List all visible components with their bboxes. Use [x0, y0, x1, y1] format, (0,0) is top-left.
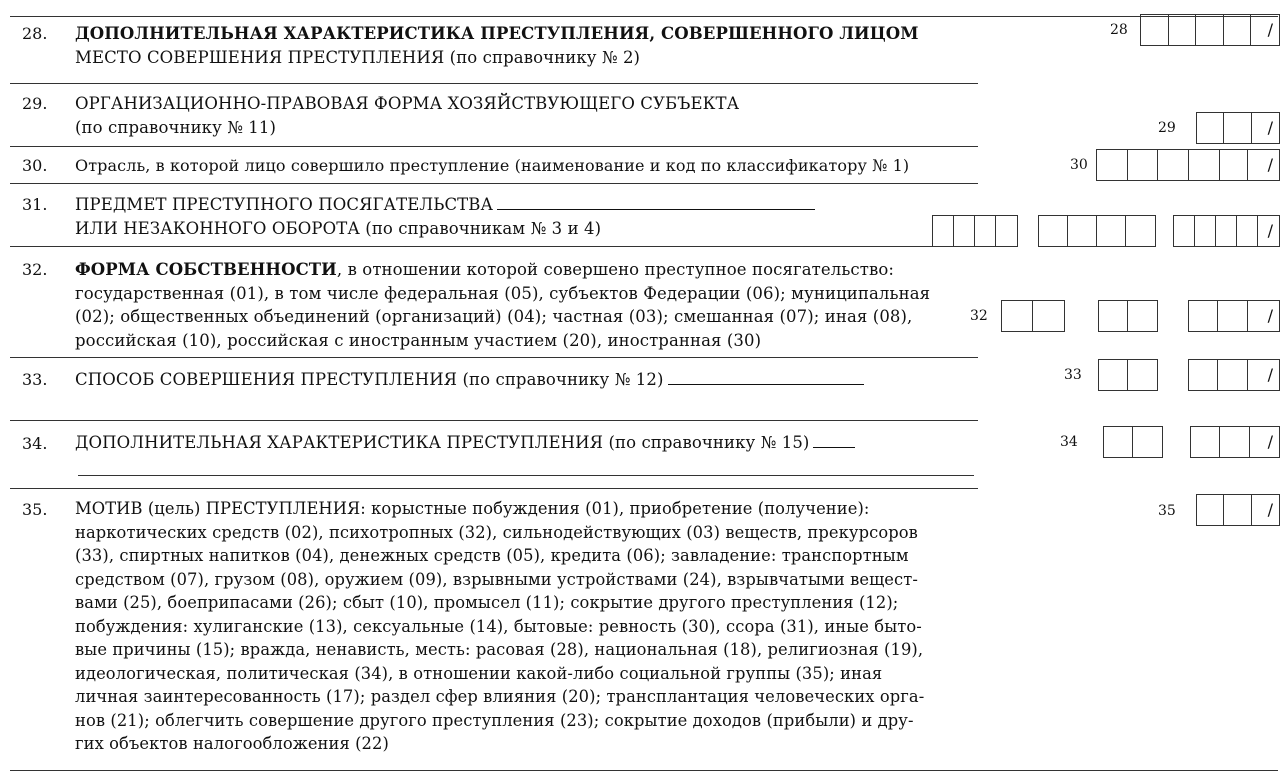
row-35-line-6: идеологическая, политическая (34), в отношении какой-либо социальной группы (35); иная [75, 663, 883, 683]
row-28-text [75, 22, 919, 69]
row-34-title: ДОПОЛНИТЕЛЬНАЯ ХАРАКТЕРИСТИКА ПРЕСТУПЛЕНИЯ [75, 433, 604, 452]
row-33-text [75, 368, 864, 392]
code-cells-34b[interactable] [1190, 426, 1280, 458]
row-32-line-3: российская (10), российская с иностранным участием (20), иностранная (30) [75, 330, 762, 350]
code-cells-28[interactable] [1140, 14, 1280, 46]
row-31-line2: ИЛИ НЕЗАКОННОГО ОБОРОТА [75, 218, 360, 238]
row-34-text [75, 431, 855, 455]
row-35-line-5: вые причины (15); вражда, ненависть, месть: расовая (28), национальная (18), религиозная (19), [75, 640, 924, 659]
row-35-line-2: средством (07), грузом (08), оружием (09), взрывными устройствами (24), взрывчатыми вещест- [75, 569, 918, 589]
code-label-33: 33 [1064, 367, 1082, 383]
code-cells-31a[interactable] [932, 215, 1018, 247]
row-31-blank[interactable] [497, 195, 815, 210]
row-31-number: 31. [22, 195, 48, 214]
rule-28 [10, 83, 978, 84]
row-30-number: 30. [22, 156, 48, 175]
code-label-30: 30 [1070, 157, 1088, 173]
row-35-line-7: личная заинтересованность (17); раздел сфер влияния (20); трансплантация человеческих орга- [75, 687, 925, 706]
row-33-number: 33. [22, 370, 48, 389]
row-35-title-2: (цель) [147, 499, 201, 518]
row-30-text: Отрасль, в которой лицо совершило преступление (наименование и код по классификатору № 1) [75, 156, 910, 175]
row-32-number: 32. [22, 260, 48, 279]
rule-top [10, 16, 1278, 17]
row-32-text [75, 258, 930, 352]
code-cells-35[interactable] [1196, 494, 1280, 526]
row-34-blank-line[interactable] [78, 475, 974, 476]
row-32-line-1: государственная (01), в том числе федеральная (05), субъектов Федерации (06); муниципальная [75, 283, 931, 303]
row-33-title: СПОСОБ СОВЕРШЕНИЯ ПРЕСТУПЛЕНИЯ [75, 370, 458, 389]
row-28-title: ДОПОЛНИТЕЛЬНАЯ ХАРАКТЕРИСТИКА ПРЕСТУПЛЕНИЯ, СОВЕРШЕННОГО ЛИЦОМ [75, 24, 919, 43]
rule-bottom [10, 770, 1278, 771]
row-32-line-2: (02); общественных объединений (организаций) (04); частная (03); смешанная (07); иная (08), [75, 307, 913, 326]
row-34-number: 34. [22, 434, 48, 453]
row-28-subtitle: МЕСТО СОВЕРШЕНИЯ ПРЕСТУПЛЕНИЯ [75, 47, 445, 67]
row-28-number: 28. [22, 24, 48, 43]
code-label-29: 29 [1158, 120, 1176, 136]
row-31-line1: ПРЕДМЕТ ПРЕСТУПНОГО ПОСЯГАТЕЛЬСТВА [75, 195, 494, 214]
row-35-line-4: побуждения: хулиганские (13), сексуальные (14), бытовые: ревность (30), ссора (31), иные быто- [75, 616, 922, 636]
code-cells-32b[interactable] [1098, 300, 1158, 332]
row-35-title-1: МОТИВ [75, 499, 143, 518]
row-28-ref: (по справочнику № 2) [449, 47, 641, 67]
code-label-35: 35 [1158, 503, 1176, 519]
code-cells-31b[interactable] [1038, 215, 1156, 247]
code-label-34: 34 [1060, 434, 1078, 450]
code-cells-33b[interactable] [1188, 359, 1280, 391]
row-29-ref: (по справочнику № 11) [75, 117, 277, 137]
code-label-28: 28 [1110, 22, 1128, 38]
rule-29 [10, 146, 978, 147]
row-32-line-0: , в отношении которой совершено преступное посягательство: [336, 260, 895, 279]
row-31-ref: (по справочникам № 3 и 4) [365, 218, 602, 238]
row-29-title: ОРГАНИЗАЦИОННО-ПРАВОВАЯ ФОРМА ХОЗЯЙСТВУЮЩЕГО СУБЪЕКТА [75, 94, 740, 113]
row-35-line-0: наркотических средств (02), психотропных (32), сильнодействующих (03) веществ, прекурсоров [75, 522, 918, 542]
row-33-ref: (по справочнику № 12) [462, 370, 664, 389]
rule-32 [10, 357, 978, 358]
row-29-text [75, 92, 739, 139]
code-cells-29[interactable] [1196, 112, 1280, 144]
row-35-number: 35. [22, 500, 48, 519]
rule-34 [10, 488, 978, 489]
row-35-line-8: нов (21); облегчить совершение другого преступления (23); сокрытие доходов (прибыли) и дру- [75, 710, 914, 730]
code-cells-31c[interactable] [1173, 215, 1280, 247]
row-35-first: : корыстные побуждения (01), приобретение (получение): [360, 499, 870, 518]
row-35-line-3: вами (25), боеприпасами (26); сбыт (10), промысел (11); сокрытие другого преступления (12); [75, 593, 899, 612]
row-34-ref: (по справочнику № 15) [608, 433, 810, 452]
rule-33 [10, 420, 978, 421]
row-35-text [75, 497, 924, 756]
code-cells-30[interactable] [1096, 149, 1280, 181]
row-32-title: ФОРМА СОБСТВЕННОСТИ [75, 260, 337, 279]
code-cells-32a[interactable] [1001, 300, 1065, 332]
row-35-title-3: ПРЕСТУПЛЕНИЯ [205, 499, 361, 518]
code-cells-32c[interactable] [1188, 300, 1280, 332]
row-34-blank[interactable] [813, 433, 855, 448]
row-31-text [75, 193, 815, 240]
rule-30 [10, 183, 978, 184]
code-cells-33a[interactable] [1098, 359, 1158, 391]
row-33-blank[interactable] [668, 370, 864, 385]
row-35-line-9: гих объектов налогообложения (22) [75, 734, 389, 753]
code-label-32: 32 [970, 308, 988, 324]
row-35-line-1: (33), спиртных напитков (04), денежных средств (05), кредита (06); завладение: транспортным [75, 546, 909, 565]
rule-31 [10, 246, 978, 247]
code-cells-34a[interactable] [1103, 426, 1163, 458]
row-29-number: 29. [22, 94, 48, 113]
